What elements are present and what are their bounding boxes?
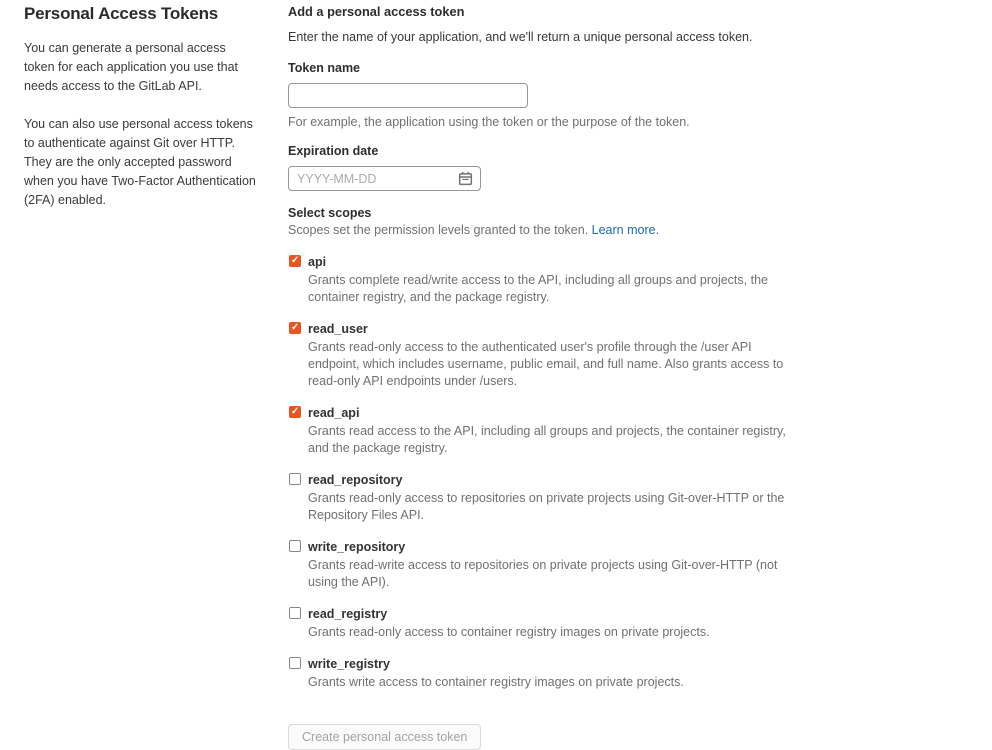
create-token-button[interactable]: Create personal access token [288, 724, 481, 750]
expiration-date-input[interactable] [288, 166, 481, 191]
calendar-icon[interactable] [458, 171, 473, 186]
scope-description: Grants read-only access to repositories on private projects using Git-over-HTTP or the Repository Files API. [308, 491, 785, 522]
scope-description: Grants read-only access to container registry images on private projects. [308, 625, 710, 639]
scope-description: Grants read-write access to repositories on private projects using Git-over-HTTP (not using the API). [308, 558, 778, 589]
scope-name-label[interactable]: write_repository [308, 540, 406, 554]
settings-section-description [0, 0, 264, 229]
form-intro: Enter the name of your application, and we'll return a unique personal access token. [288, 30, 753, 44]
scope-description: Grants read-only access to the authenticated user's profile through the /user API endpoint, which includes username, public email, and full name. Also grants access to read-only API endpoints under /users. [308, 340, 784, 388]
scope-row-read_registry [288, 605, 948, 641]
scope-name-label[interactable]: read_repository [308, 473, 403, 487]
scope-name-label[interactable]: read_registry [308, 607, 388, 621]
token-name-group [288, 61, 948, 129]
scope-checkbox-read_api[interactable] [289, 406, 301, 418]
form-title: Add a personal access token [288, 4, 465, 19]
scope-row-api [288, 253, 948, 306]
scope-checkbox-read_repository[interactable] [289, 473, 301, 485]
scope-name-label[interactable]: write_registry [308, 657, 390, 671]
token-name-help: For example, the application using the token or the purpose of the token. [288, 115, 690, 129]
scope-row-write_repository [288, 538, 948, 591]
scope-name-label[interactable]: api [308, 255, 327, 269]
scope-row-read_user [288, 320, 948, 390]
scope-checkbox-read_registry[interactable] [289, 607, 301, 619]
scope-checkbox-read_user[interactable] [289, 322, 301, 334]
scope-name-label[interactable]: read_user [308, 322, 368, 336]
sidebar-paragraph: You can generate a personal access token for each application you use that needs access to the GitLab API. [24, 41, 239, 93]
scope-description: Grants write access to container registry images on private projects. [308, 675, 684, 689]
select-scopes-label: Select scopes [288, 206, 372, 220]
token-name-input[interactable] [288, 83, 528, 108]
select-scopes-group [288, 206, 948, 691]
add-token-form [288, 0, 948, 750]
scope-checkbox-write_registry[interactable] [289, 657, 301, 669]
token-name-label: Token name [288, 61, 361, 75]
scope-description: Grants complete read/write access to the API, including all groups and projects, the container registry, and the package registry. [308, 273, 768, 304]
expiration-date-label: Expiration date [288, 144, 379, 158]
scopes-help-text: Scopes set the permission levels granted to the token. [288, 223, 589, 237]
scope-checkbox-api[interactable] [289, 255, 301, 267]
scope-row-write_registry [288, 655, 948, 691]
learn-more-link[interactable]: Learn more. [591, 223, 660, 237]
scope-description: Grants read access to the API, including all groups and projects, the container registry, and the package registry. [308, 424, 786, 455]
sidebar-paragraph: You can also use personal access tokens to authenticate against Git over HTTP. They are the only accepted password when you have Two-Factor Authentication (2FA) enabled. [24, 117, 256, 207]
expiration-date-group [288, 144, 948, 191]
scope-checkbox-write_repository[interactable] [289, 540, 301, 552]
page-title: Personal Access Tokens [24, 4, 219, 23]
scope-name-label[interactable]: read_api [308, 406, 360, 420]
scopes-help [288, 223, 948, 237]
scope-row-read_repository [288, 471, 948, 524]
scope-row-read_api [288, 404, 948, 457]
